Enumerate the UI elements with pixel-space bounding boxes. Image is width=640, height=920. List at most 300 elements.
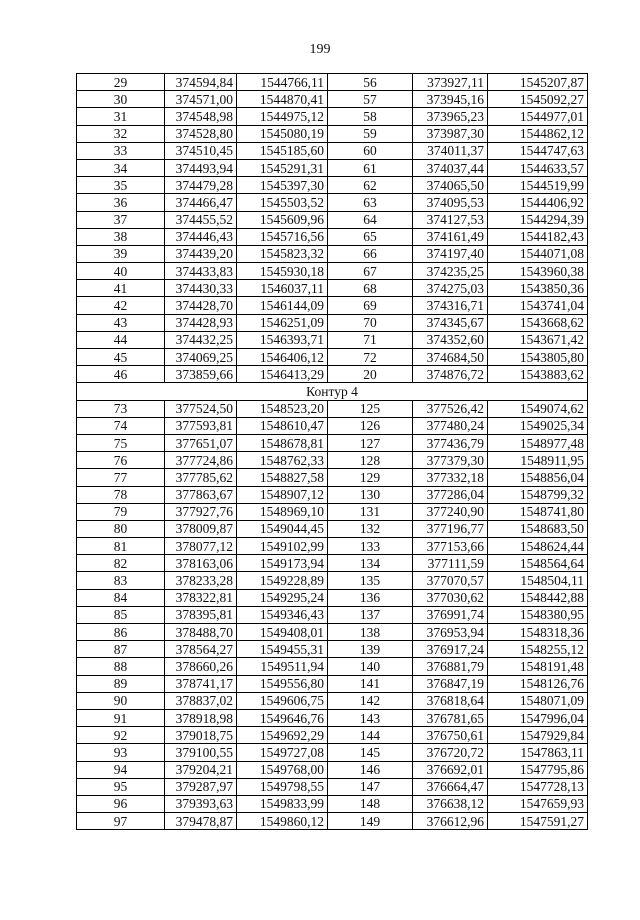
table-row: [77, 555, 588, 572]
table-section: [77, 383, 588, 400]
table-row: [77, 572, 588, 589]
point-number-cell: 86: [77, 624, 165, 641]
y-coordinate-cell: 1548678,81: [237, 434, 328, 451]
table-row: [77, 469, 588, 486]
x-coordinate-cell: 377286,04: [413, 486, 488, 503]
x-coordinate-cell: 374065,50: [413, 177, 488, 194]
point-number-cell: 88: [77, 658, 165, 675]
y-coordinate-cell: 1548564,64: [488, 555, 588, 572]
table-row: [77, 641, 588, 658]
point-number-cell: 95: [77, 778, 165, 795]
point-number-cell: 132: [328, 520, 413, 537]
point-number-cell: 135: [328, 572, 413, 589]
table-row: [77, 503, 588, 520]
y-coordinate-cell: 1545080,19: [237, 125, 328, 142]
x-coordinate-cell: 376953,94: [413, 624, 488, 641]
point-number-cell: 96: [77, 795, 165, 812]
point-number-cell: 63: [328, 194, 413, 211]
x-coordinate-cell: 378233,28: [165, 572, 237, 589]
y-coordinate-cell: 1548969,10: [237, 503, 328, 520]
y-coordinate-cell: 1549727,08: [237, 744, 328, 761]
x-coordinate-cell: 379204,21: [165, 761, 237, 778]
table-row: [77, 142, 588, 159]
x-coordinate-cell: 373945,16: [413, 91, 488, 108]
y-coordinate-cell: 1547659,93: [488, 795, 588, 812]
x-coordinate-cell: 377240,90: [413, 503, 488, 520]
y-coordinate-cell: 1549606,75: [237, 692, 328, 709]
page-number: 199: [309, 42, 331, 57]
section-label: Контур 4: [77, 383, 588, 400]
point-number-cell: 67: [328, 263, 413, 280]
point-number-cell: 58: [328, 108, 413, 125]
x-coordinate-cell: 377070,57: [413, 572, 488, 589]
x-coordinate-cell: 376720,72: [413, 744, 488, 761]
point-number-cell: 138: [328, 624, 413, 641]
x-coordinate-cell: 377153,66: [413, 538, 488, 555]
y-coordinate-cell: 1549074,62: [488, 400, 588, 417]
point-number-cell: 75: [77, 434, 165, 451]
table-row: [77, 263, 588, 280]
y-coordinate-cell: 1547863,11: [488, 744, 588, 761]
y-coordinate-cell: 1549228,89: [237, 572, 328, 589]
x-coordinate-cell: 378009,87: [165, 520, 237, 537]
x-coordinate-cell: 374510,45: [165, 142, 237, 159]
x-coordinate-cell: 376692,01: [413, 761, 488, 778]
table-body-bottom: [77, 400, 588, 830]
x-coordinate-cell: 374161,49: [413, 228, 488, 245]
y-coordinate-cell: 1549833,99: [237, 795, 328, 812]
point-number-cell: 79: [77, 503, 165, 520]
point-number-cell: 65: [328, 228, 413, 245]
point-number-cell: 61: [328, 159, 413, 176]
table-row: [77, 159, 588, 176]
table-body-top: [77, 74, 588, 383]
x-coordinate-cell: 377524,50: [165, 400, 237, 417]
x-coordinate-cell: 374571,00: [165, 91, 237, 108]
y-coordinate-cell: 1546406,12: [237, 349, 328, 366]
x-coordinate-cell: 374479,28: [165, 177, 237, 194]
table-row: [77, 795, 588, 812]
y-coordinate-cell: 1548827,58: [237, 469, 328, 486]
y-coordinate-cell: 1548504,11: [488, 572, 588, 589]
y-coordinate-cell: 1548799,32: [488, 486, 588, 503]
table-row: [77, 434, 588, 451]
x-coordinate-cell: 376847,19: [413, 675, 488, 692]
y-coordinate-cell: 1549295,24: [237, 589, 328, 606]
x-coordinate-cell: 376612,96: [413, 813, 488, 830]
point-number-cell: 76: [77, 452, 165, 469]
y-coordinate-cell: 1549173,94: [237, 555, 328, 572]
y-coordinate-cell: 1549044,45: [237, 520, 328, 537]
table-row: [77, 813, 588, 830]
y-coordinate-cell: 1548191,48: [488, 658, 588, 675]
y-coordinate-cell: 1549692,29: [237, 727, 328, 744]
x-coordinate-cell: 374433,83: [165, 263, 237, 280]
point-number-cell: 145: [328, 744, 413, 761]
point-number-cell: 59: [328, 125, 413, 142]
table-row: [77, 589, 588, 606]
x-coordinate-cell: 377785,62: [165, 469, 237, 486]
table-row: [77, 108, 588, 125]
x-coordinate-cell: 377196,77: [413, 520, 488, 537]
x-coordinate-cell: 374345,67: [413, 314, 488, 331]
point-number-cell: 29: [77, 74, 165, 91]
y-coordinate-cell: 1546393,71: [237, 331, 328, 348]
point-number-cell: 37: [77, 211, 165, 228]
x-coordinate-cell: 374127,53: [413, 211, 488, 228]
point-number-cell: 83: [77, 572, 165, 589]
point-number-cell: 87: [77, 641, 165, 658]
table-row: [77, 709, 588, 726]
x-coordinate-cell: 376881,79: [413, 658, 488, 675]
x-coordinate-cell: 377480,24: [413, 417, 488, 434]
point-number-cell: 149: [328, 813, 413, 830]
table-row: [77, 520, 588, 537]
x-coordinate-cell: 374876,72: [413, 366, 488, 383]
y-coordinate-cell: 1548856,04: [488, 469, 588, 486]
point-number-cell: 97: [77, 813, 165, 830]
x-coordinate-cell: 374548,98: [165, 108, 237, 125]
x-coordinate-cell: 377651,07: [165, 434, 237, 451]
x-coordinate-cell: 379393,63: [165, 795, 237, 812]
x-coordinate-cell: 378564,27: [165, 641, 237, 658]
y-coordinate-cell: 1548624,44: [488, 538, 588, 555]
y-coordinate-cell: 1543671,42: [488, 331, 588, 348]
table-row: [77, 727, 588, 744]
x-coordinate-cell: 378741,17: [165, 675, 237, 692]
point-number-cell: 127: [328, 434, 413, 451]
table-row: [77, 211, 588, 228]
y-coordinate-cell: 1548523,20: [237, 400, 328, 417]
y-coordinate-cell: 1548762,33: [237, 452, 328, 469]
y-coordinate-cell: 1549346,43: [237, 606, 328, 623]
table-row: [77, 297, 588, 314]
point-number-cell: 129: [328, 469, 413, 486]
x-coordinate-cell: 377030,62: [413, 589, 488, 606]
y-coordinate-cell: 1543883,62: [488, 366, 588, 383]
y-coordinate-cell: 1549646,76: [237, 709, 328, 726]
y-coordinate-cell: 1544975,12: [237, 108, 328, 125]
y-coordinate-cell: 1548977,48: [488, 434, 588, 451]
table-row: [77, 452, 588, 469]
x-coordinate-cell: 374069,25: [165, 349, 237, 366]
x-coordinate-cell: 378077,12: [165, 538, 237, 555]
x-coordinate-cell: 377927,76: [165, 503, 237, 520]
x-coordinate-cell: 377863,67: [165, 486, 237, 503]
x-coordinate-cell: 374446,43: [165, 228, 237, 245]
point-number-cell: 130: [328, 486, 413, 503]
table-row: [77, 314, 588, 331]
y-coordinate-cell: 1544519,99: [488, 177, 588, 194]
y-coordinate-cell: 1544977,01: [488, 108, 588, 125]
point-number-cell: 85: [77, 606, 165, 623]
point-number-cell: 125: [328, 400, 413, 417]
point-number-cell: 126: [328, 417, 413, 434]
x-coordinate-cell: 378488,70: [165, 624, 237, 641]
point-number-cell: 39: [77, 245, 165, 262]
y-coordinate-cell: 1546413,29: [237, 366, 328, 383]
table-row: [77, 228, 588, 245]
y-coordinate-cell: 1544406,92: [488, 194, 588, 211]
section-row: [77, 383, 588, 400]
x-coordinate-cell: 374684,50: [413, 349, 488, 366]
y-coordinate-cell: 1548071,09: [488, 692, 588, 709]
y-coordinate-cell: 1547996,04: [488, 709, 588, 726]
x-coordinate-cell: 374011,37: [413, 142, 488, 159]
point-number-cell: 134: [328, 555, 413, 572]
y-coordinate-cell: 1545207,87: [488, 74, 588, 91]
y-coordinate-cell: 1547591,27: [488, 813, 588, 830]
y-coordinate-cell: 1548255,12: [488, 641, 588, 658]
y-coordinate-cell: 1545397,30: [237, 177, 328, 194]
table-row: [77, 245, 588, 262]
point-number-cell: 133: [328, 538, 413, 555]
point-number-cell: 35: [77, 177, 165, 194]
x-coordinate-cell: 377379,30: [413, 452, 488, 469]
x-coordinate-cell: 374428,70: [165, 297, 237, 314]
point-number-cell: 46: [77, 366, 165, 383]
y-coordinate-cell: 1544633,57: [488, 159, 588, 176]
y-coordinate-cell: 1548911,95: [488, 452, 588, 469]
point-number-cell: 84: [77, 589, 165, 606]
y-coordinate-cell: 1547929,84: [488, 727, 588, 744]
x-coordinate-cell: 373965,23: [413, 108, 488, 125]
coordinates-table: [76, 73, 588, 830]
x-coordinate-cell: 374439,20: [165, 245, 237, 262]
point-number-cell: 64: [328, 211, 413, 228]
x-coordinate-cell: 378918,98: [165, 709, 237, 726]
x-coordinate-cell: 374037,44: [413, 159, 488, 176]
point-number-cell: 36: [77, 194, 165, 211]
table-row: [77, 761, 588, 778]
table-row: [77, 366, 588, 383]
point-number-cell: 94: [77, 761, 165, 778]
y-coordinate-cell: 1548683,50: [488, 520, 588, 537]
y-coordinate-cell: 1546251,09: [237, 314, 328, 331]
x-coordinate-cell: 379478,87: [165, 813, 237, 830]
point-number-cell: 43: [77, 314, 165, 331]
point-number-cell: 131: [328, 503, 413, 520]
y-coordinate-cell: 1543741,04: [488, 297, 588, 314]
y-coordinate-cell: 1548610,47: [237, 417, 328, 434]
x-coordinate-cell: 374275,03: [413, 280, 488, 297]
point-number-cell: 128: [328, 452, 413, 469]
y-coordinate-cell: 1548442,88: [488, 589, 588, 606]
y-coordinate-cell: 1546144,09: [237, 297, 328, 314]
x-coordinate-cell: 374594,84: [165, 74, 237, 91]
y-coordinate-cell: 1544182,43: [488, 228, 588, 245]
point-number-cell: 68: [328, 280, 413, 297]
y-coordinate-cell: 1547728,13: [488, 778, 588, 795]
y-coordinate-cell: 1543805,80: [488, 349, 588, 366]
y-coordinate-cell: 1549455,31: [237, 641, 328, 658]
table-row: [77, 194, 588, 211]
table-row: [77, 400, 588, 417]
x-coordinate-cell: 373927,11: [413, 74, 488, 91]
point-number-cell: 148: [328, 795, 413, 812]
y-coordinate-cell: 1549102,99: [237, 538, 328, 555]
y-coordinate-cell: 1548318,36: [488, 624, 588, 641]
y-coordinate-cell: 1545716,56: [237, 228, 328, 245]
y-coordinate-cell: 1545503,52: [237, 194, 328, 211]
x-coordinate-cell: 379287,97: [165, 778, 237, 795]
x-coordinate-cell: 376781,65: [413, 709, 488, 726]
table-row: [77, 280, 588, 297]
point-number-cell: 30: [77, 91, 165, 108]
point-number-cell: 142: [328, 692, 413, 709]
point-number-cell: 44: [77, 331, 165, 348]
y-coordinate-cell: 1543960,38: [488, 263, 588, 280]
y-coordinate-cell: 1549798,55: [237, 778, 328, 795]
table-row: [77, 538, 588, 555]
y-coordinate-cell: 1548907,12: [237, 486, 328, 503]
point-number-cell: 82: [77, 555, 165, 572]
x-coordinate-cell: 374316,71: [413, 297, 488, 314]
table-row: [77, 331, 588, 348]
x-coordinate-cell: 378322,81: [165, 589, 237, 606]
y-coordinate-cell: 1549511,94: [237, 658, 328, 675]
x-coordinate-cell: 376917,24: [413, 641, 488, 658]
y-coordinate-cell: 1544747,63: [488, 142, 588, 159]
table-row: [77, 417, 588, 434]
table-row: [77, 486, 588, 503]
point-number-cell: 33: [77, 142, 165, 159]
table-row: [77, 125, 588, 142]
point-number-cell: 72: [328, 349, 413, 366]
y-coordinate-cell: 1546037,11: [237, 280, 328, 297]
point-number-cell: 141: [328, 675, 413, 692]
y-coordinate-cell: 1545930,18: [237, 263, 328, 280]
point-number-cell: 32: [77, 125, 165, 142]
x-coordinate-cell: 376750,61: [413, 727, 488, 744]
point-number-cell: 78: [77, 486, 165, 503]
y-coordinate-cell: 1543850,36: [488, 280, 588, 297]
point-number-cell: 143: [328, 709, 413, 726]
y-coordinate-cell: 1543668,62: [488, 314, 588, 331]
y-coordinate-cell: 1544862,12: [488, 125, 588, 142]
point-number-cell: 73: [77, 400, 165, 417]
x-coordinate-cell: 373859,66: [165, 366, 237, 383]
point-number-cell: 62: [328, 177, 413, 194]
x-coordinate-cell: 377526,42: [413, 400, 488, 417]
y-coordinate-cell: 1547795,86: [488, 761, 588, 778]
point-number-cell: 34: [77, 159, 165, 176]
table-row: [77, 692, 588, 709]
x-coordinate-cell: 374432,25: [165, 331, 237, 348]
table-row: [77, 624, 588, 641]
point-number-cell: 91: [77, 709, 165, 726]
point-number-cell: 92: [77, 727, 165, 744]
point-number-cell: 90: [77, 692, 165, 709]
point-number-cell: 139: [328, 641, 413, 658]
point-number-cell: 93: [77, 744, 165, 761]
x-coordinate-cell: 374430,33: [165, 280, 237, 297]
table-row: [77, 744, 588, 761]
y-coordinate-cell: 1548741,80: [488, 503, 588, 520]
point-number-cell: 31: [77, 108, 165, 125]
y-coordinate-cell: 1549768,00: [237, 761, 328, 778]
y-coordinate-cell: 1548126,76: [488, 675, 588, 692]
x-coordinate-cell: 374352,60: [413, 331, 488, 348]
point-number-cell: 77: [77, 469, 165, 486]
y-coordinate-cell: 1544766,11: [237, 74, 328, 91]
table-row: [77, 778, 588, 795]
point-number-cell: 60: [328, 142, 413, 159]
point-number-cell: 74: [77, 417, 165, 434]
x-coordinate-cell: 377724,86: [165, 452, 237, 469]
point-number-cell: 56: [328, 74, 413, 91]
point-number-cell: 70: [328, 314, 413, 331]
x-coordinate-cell: 377593,81: [165, 417, 237, 434]
table-row: [77, 177, 588, 194]
y-coordinate-cell: 1549025,34: [488, 417, 588, 434]
point-number-cell: 144: [328, 727, 413, 744]
point-number-cell: 20: [328, 366, 413, 383]
y-coordinate-cell: 1545823,32: [237, 245, 328, 262]
point-number-cell: 66: [328, 245, 413, 262]
x-coordinate-cell: 374528,80: [165, 125, 237, 142]
x-coordinate-cell: 374428,93: [165, 314, 237, 331]
y-coordinate-cell: 1548380,95: [488, 606, 588, 623]
x-coordinate-cell: 379018,75: [165, 727, 237, 744]
x-coordinate-cell: 377332,18: [413, 469, 488, 486]
x-coordinate-cell: 374455,52: [165, 211, 237, 228]
x-coordinate-cell: 374197,40: [413, 245, 488, 262]
point-number-cell: 57: [328, 91, 413, 108]
x-coordinate-cell: 378395,81: [165, 606, 237, 623]
point-number-cell: 40: [77, 263, 165, 280]
table-row: [77, 658, 588, 675]
table-row: [77, 349, 588, 366]
point-number-cell: 41: [77, 280, 165, 297]
y-coordinate-cell: 1545291,31: [237, 159, 328, 176]
x-coordinate-cell: 376664,47: [413, 778, 488, 795]
x-coordinate-cell: 373987,30: [413, 125, 488, 142]
point-number-cell: 80: [77, 520, 165, 537]
table-row: [77, 606, 588, 623]
x-coordinate-cell: 374095,53: [413, 194, 488, 211]
x-coordinate-cell: 374235,25: [413, 263, 488, 280]
y-coordinate-cell: 1544870,41: [237, 91, 328, 108]
y-coordinate-cell: 1549408,01: [237, 624, 328, 641]
point-number-cell: 71: [328, 331, 413, 348]
y-coordinate-cell: 1549860,12: [237, 813, 328, 830]
x-coordinate-cell: 376638,12: [413, 795, 488, 812]
x-coordinate-cell: 374466,47: [165, 194, 237, 211]
x-coordinate-cell: 379100,55: [165, 744, 237, 761]
x-coordinate-cell: 374493,94: [165, 159, 237, 176]
y-coordinate-cell: 1545185,60: [237, 142, 328, 159]
y-coordinate-cell: 1544294,39: [488, 211, 588, 228]
x-coordinate-cell: 378660,26: [165, 658, 237, 675]
point-number-cell: 38: [77, 228, 165, 245]
table-row: [77, 74, 588, 91]
y-coordinate-cell: 1549556,80: [237, 675, 328, 692]
y-coordinate-cell: 1545092,27: [488, 91, 588, 108]
x-coordinate-cell: 376991,74: [413, 606, 488, 623]
point-number-cell: 89: [77, 675, 165, 692]
x-coordinate-cell: 377111,59: [413, 555, 488, 572]
y-coordinate-cell: 1545609,96: [237, 211, 328, 228]
point-number-cell: 45: [77, 349, 165, 366]
table-row: [77, 675, 588, 692]
x-coordinate-cell: 378163,06: [165, 555, 237, 572]
point-number-cell: 69: [328, 297, 413, 314]
point-number-cell: 147: [328, 778, 413, 795]
table-row: [77, 91, 588, 108]
x-coordinate-cell: 376818,64: [413, 692, 488, 709]
point-number-cell: 42: [77, 297, 165, 314]
